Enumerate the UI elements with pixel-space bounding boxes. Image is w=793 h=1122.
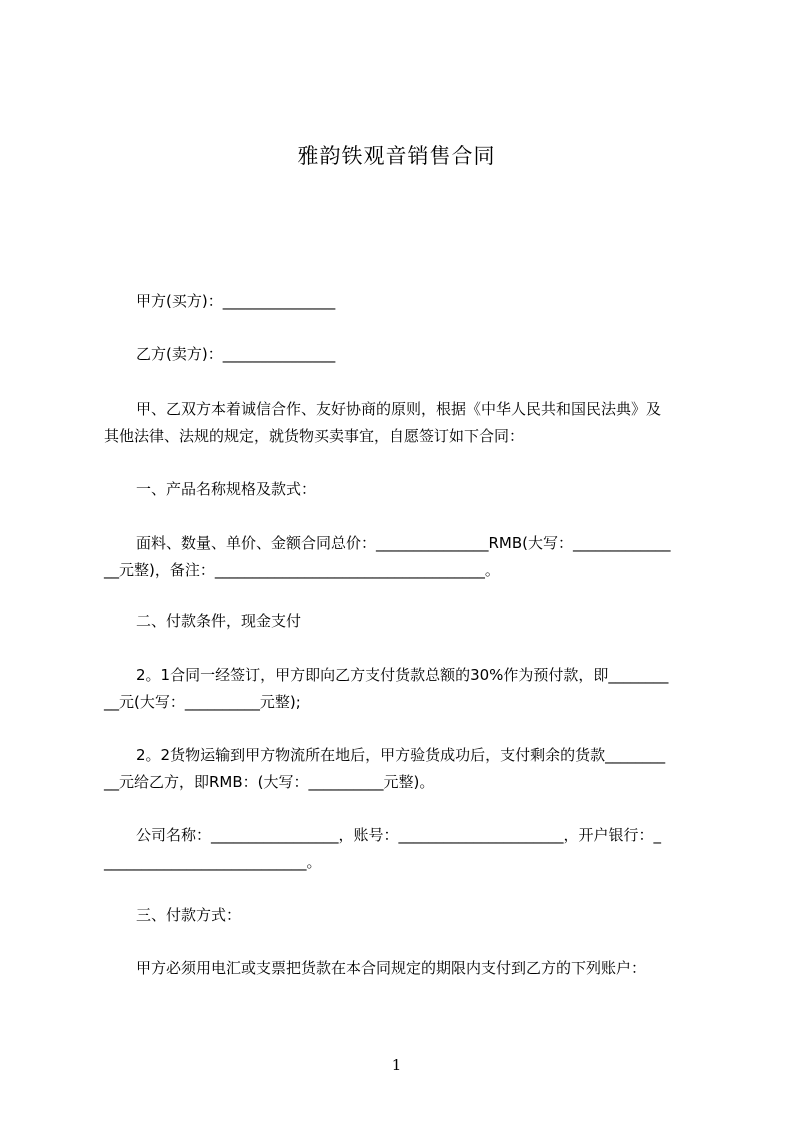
product-line-1: 面料、数量、单价、金额合同总价：_______________RMB(大写：_____________ — [136, 534, 671, 552]
product-line-2: __元整)，备注：____________________________________。 — [104, 561, 500, 579]
section-2-heading: 二、付款条件，现金支付 — [136, 612, 302, 630]
preamble-line-1: 甲、乙双方本着诚信合作、友好协商的原则，根据《中华人民共和国民法典》及 — [136, 400, 662, 418]
payment-method-line: 甲方必须用电汇或支票把货款在本合同规定的期限内支付到乙方的下列账户： — [136, 959, 647, 977]
section-3-heading: 三、付款方式： — [136, 906, 242, 924]
page-number: 1 — [391, 1056, 402, 1074]
clause-2-2-line-1: 2。2货物运输到甲方物流所在地后，甲方验货成功后，支付剩余的货款________ — [136, 746, 666, 764]
clause-2-1-line-2: __元(大写：__________元整); — [104, 693, 301, 711]
section-1-heading: 一、产品名称规格及款式： — [136, 480, 317, 498]
preamble-line-2: 其他法律、法规的规定，就货物买卖事宜，自愿签订如下合同： — [104, 427, 525, 445]
party-a-line: 甲方(买方)：_______________ — [136, 292, 336, 310]
party-b-line: 乙方(卖方)：_______________ — [136, 345, 336, 363]
contract-title: 雅韵铁观音销售合同 — [297, 144, 496, 168]
clause-2-2-line-2: __元给乙方，即RMB：(大写：__________元整)。 — [104, 773, 435, 791]
company-info-line-2: ___________________________。 — [104, 853, 322, 871]
clause-2-1-line-1: 2。1合同一经签订，甲方即向乙方支付货款总额的30%作为预付款，即________ — [136, 666, 669, 684]
company-info-line-1: 公司名称：_________________，账号：______________________，开户银行：_ — [136, 826, 662, 844]
